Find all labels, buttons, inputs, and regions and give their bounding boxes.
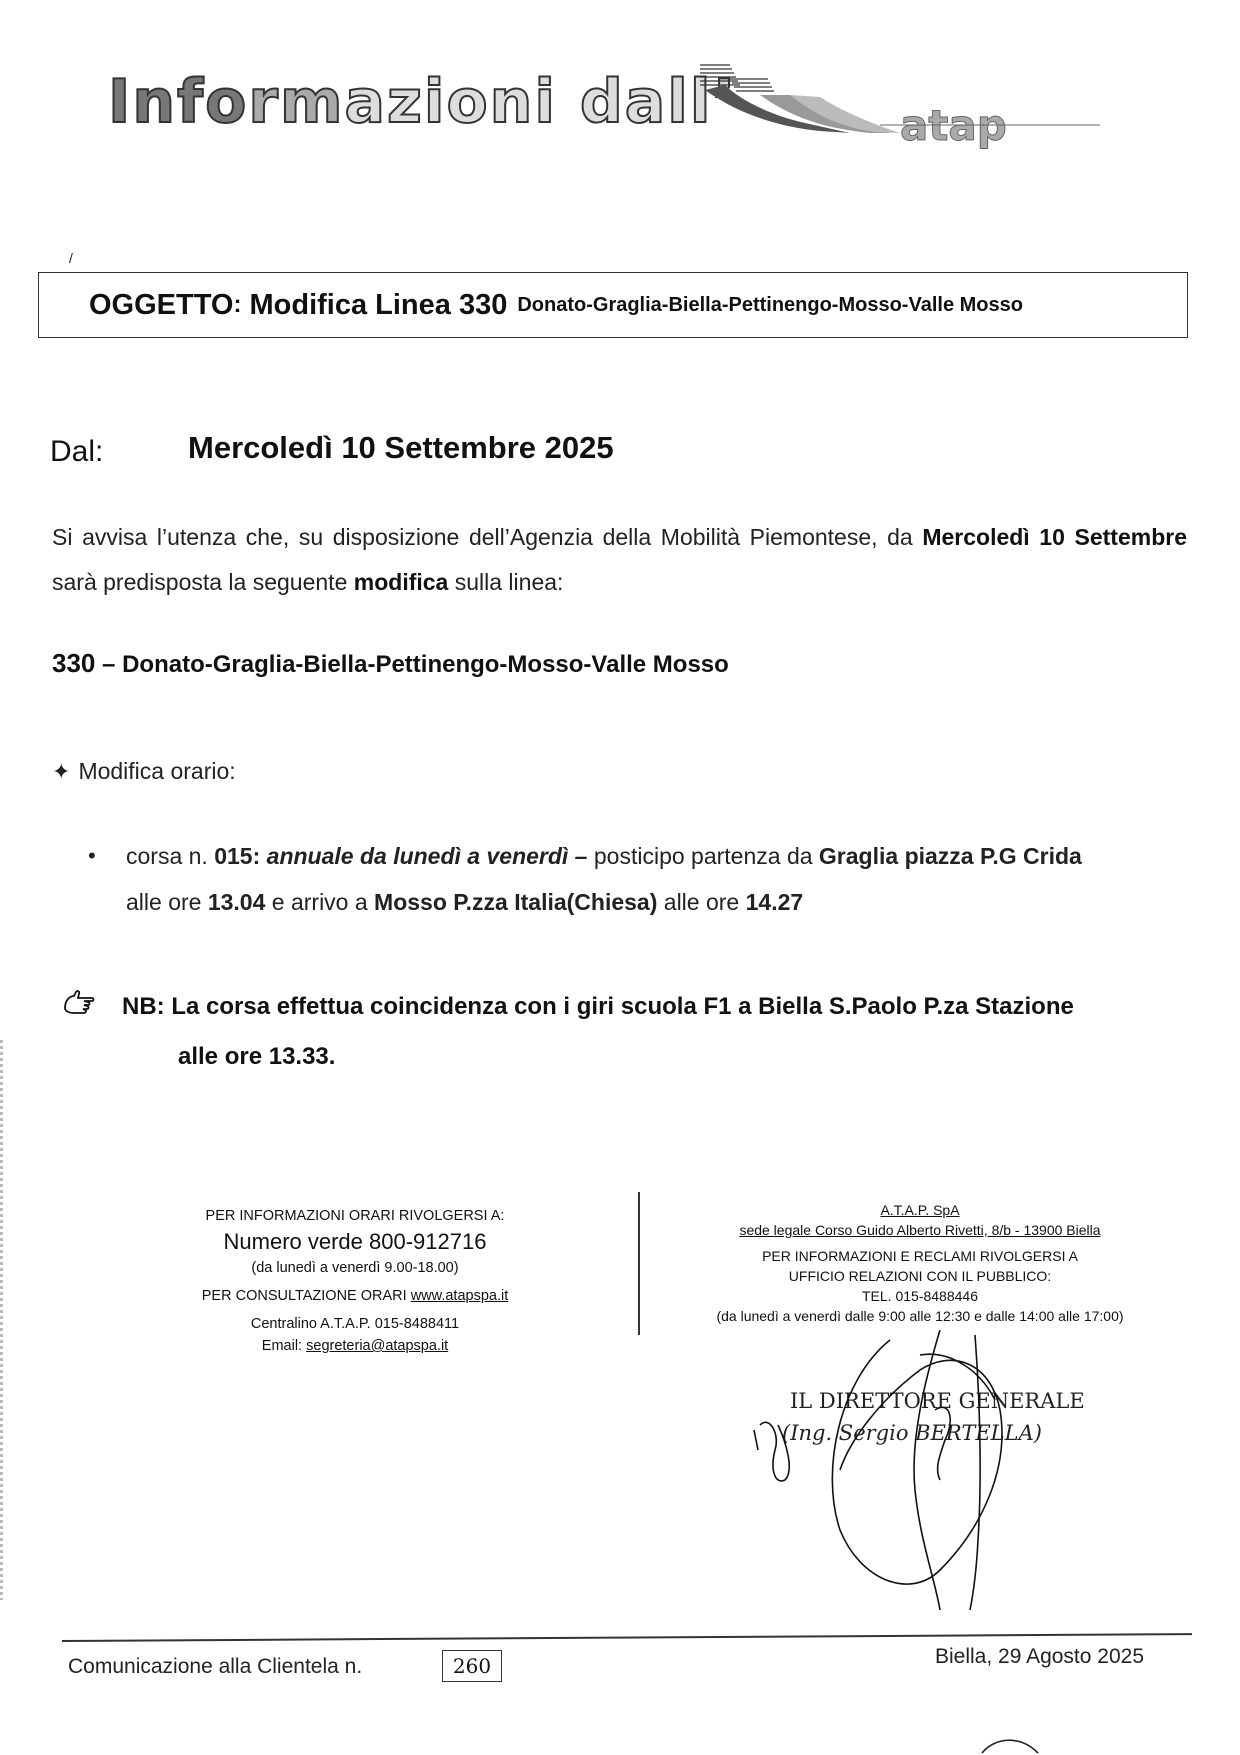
subject-route: Donato-Graglia-Biella-Pettinengo-Mosso-Valle Mosso: [517, 293, 1023, 316]
signer-role: IL DIRETTORE GENERALE: [790, 1389, 1085, 1413]
route-number: 330: [52, 648, 96, 678]
info-heading: PER INFORMAZIONI ORARI RIVOLGERSI A:: [205, 1208, 505, 1224]
subject-title: Modifica Linea 330: [249, 288, 508, 321]
text: alle ore: [657, 889, 746, 915]
complaints-line-2: UFFICIO RELAZIONI CON IL PUBBLICO:: [788, 1268, 1052, 1284]
freephone-hours: (da lunedì a venerdì 9.00-18.00): [251, 1260, 459, 1276]
intro-text: sulla linea:: [448, 569, 564, 595]
svg-text:atap: atap: [900, 101, 1007, 150]
communication-number: 260: [442, 1650, 502, 1682]
atap-logo-icon: [700, 55, 1100, 155]
schedule-change-heading: [52, 758, 236, 785]
arrival-time: 14.27: [745, 889, 804, 915]
place-date: Biella, 29 Agosto 2025: [935, 1645, 1144, 1668]
schedule-change-label: Modifica orario:: [78, 758, 236, 784]
bullet-icon: •: [88, 843, 96, 868]
arrival-stop: Mosso P.zza Italia(Chiesa): [374, 889, 658, 915]
intro-text: Si avvisa l’utenza che, su disposizione dell’Agenzia della Mobilità Piemontese, da: [52, 524, 923, 550]
stray-scan-mark: /: [69, 250, 73, 266]
intro-text: sarà predisposta la seguente: [52, 569, 354, 595]
subject-colon: :: [233, 291, 242, 318]
intro-paragraph: [52, 515, 1187, 605]
text: alle ore: [126, 889, 208, 915]
route-dash: –: [95, 651, 123, 678]
text: corsa n.: [126, 843, 215, 869]
departure-time: 13.04: [207, 889, 266, 915]
switchboard: Centralino A.T.A.P. 015-8488411: [250, 1316, 460, 1332]
departure-stop: Graglia piazza P.G Crida: [818, 843, 1082, 869]
urp-hours: (da lunedì a venerdì dalle 9:00 alle 12:30 e dalle 14:00 alle 17:00): [716, 1308, 1124, 1324]
communication-label: Comunicazione alla Clientela n.: [68, 1655, 363, 1678]
email-label: Email:: [261, 1338, 307, 1354]
website-link[interactable]: www.atapspa.it: [410, 1288, 509, 1304]
nb-note: [62, 982, 1192, 1082]
intro-modifica-bold: modifica: [353, 569, 449, 595]
text: e arrivo a: [265, 889, 375, 915]
email-line: [170, 1335, 540, 1357]
schedule-change-item: [88, 833, 1188, 925]
signer-name: (Ing. Sergio BERTELLA): [782, 1421, 1042, 1445]
company-address: sede legale Corso Guido Alberto Rivetti, 8/b - 13900 Biella: [739, 1222, 1101, 1238]
urp-phone: TEL. 015-8488446: [862, 1288, 978, 1304]
consult-line: [170, 1285, 540, 1307]
company-name: A.T.A.P. SpA: [880, 1202, 960, 1218]
nb-line-2: alle ore 13.33.: [178, 1043, 336, 1070]
vertical-divider: [638, 1192, 640, 1335]
scan-artifact-arc: [980, 1725, 1040, 1755]
header-logo-text: [108, 67, 738, 137]
effective-date: Mercoledì 10 Settembre 2025: [188, 430, 614, 465]
intro-date-bold: Mercoledì 10 Settembre: [922, 524, 1187, 550]
email-link[interactable]: segreteria@atapspa.it: [306, 1338, 449, 1354]
route-name: Donato-Graglia-Biella-Pettinengo-Mosso-Valle Mosso: [122, 651, 729, 678]
route-line: [52, 648, 729, 679]
nb-line-1: NB: La corsa effettua coincidenza con i giri scuola F1 a Biella S.Paolo P.za Stazione: [122, 993, 1074, 1020]
logo-text-part: rm: [248, 67, 345, 137]
pointing-hand-icon: [62, 988, 96, 1022]
trip-period: annuale da lunedì a venerdì –: [260, 843, 588, 869]
scan-edge-artifact: [0, 1040, 3, 1600]
four-point-star-icon: ✦: [52, 758, 71, 784]
contact-info-left: [170, 1205, 540, 1357]
logo-text-part: fo: [177, 67, 249, 137]
handwritten-signature-icon: [740, 1320, 1120, 1610]
complaints-line-1: PER INFORMAZIONI E RECLAMI RIVOLGERSI A: [762, 1248, 1078, 1264]
contact-info-right: [660, 1200, 1180, 1326]
footer-rule: [62, 1633, 1192, 1641]
effective-label: Dal:: [50, 435, 104, 468]
logo-text-part: In: [108, 67, 178, 137]
trip-number: 015:: [214, 843, 261, 869]
subject-label: OGGETTO: [89, 288, 234, 321]
schedule-change-text: [126, 833, 1188, 925]
consult-label: PER CONSULTAZIONE ORARI: [201, 1288, 411, 1304]
logo-text-part: azioni dall’: [344, 67, 738, 137]
text: posticipo partenza da: [587, 843, 819, 869]
subject-box: [38, 272, 1188, 338]
freephone-number: Numero verde 800-912716: [223, 1229, 487, 1254]
